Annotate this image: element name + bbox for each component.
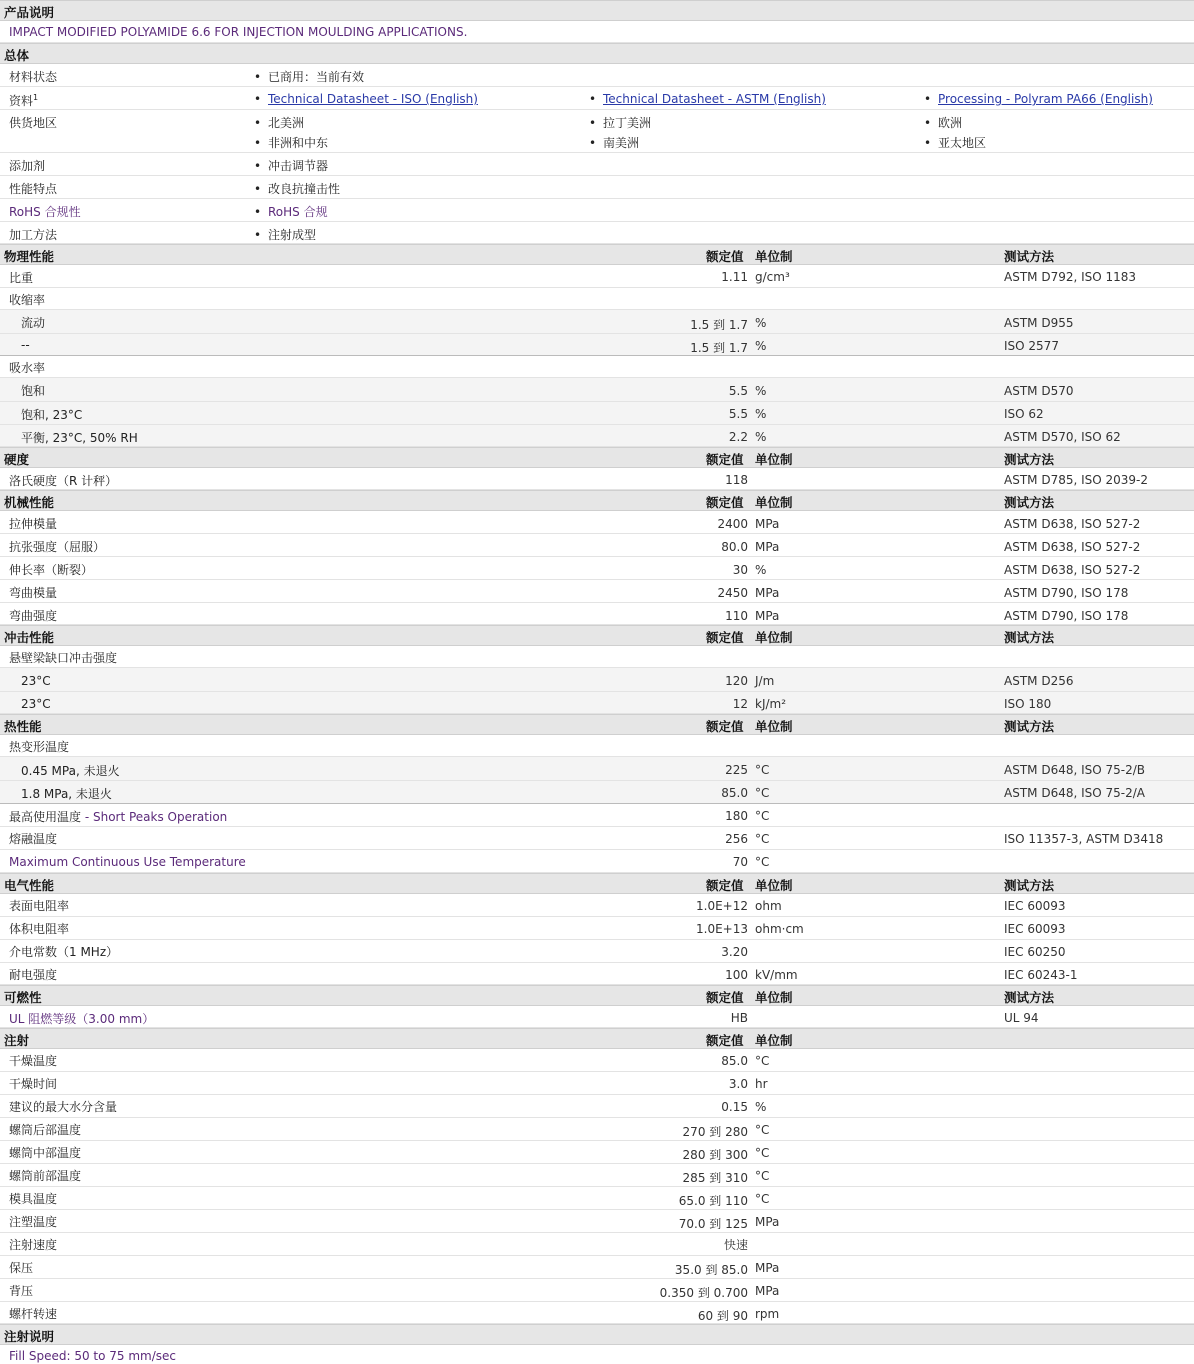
col-header-unit: 单位制 [755,495,793,510]
row-unit: % [755,407,767,421]
col-header-unit: 单位制 [755,249,793,264]
section-thermal [0,714,1194,735]
row-value: 85.0 [721,786,748,800]
row-value: 80.0 [721,540,748,554]
row-unit: °C [755,1054,770,1068]
row-value: 1.0E+13 [696,922,748,936]
row-unit: ohm [755,899,782,913]
prop-row [0,1233,1194,1256]
row-label: 干燥时间 [9,1077,58,1091]
row-label: 平衡, 23°C, 50% RH [21,431,138,445]
row-method: ASTM D792, ISO 1183 [1004,270,1137,284]
row-value: 285 到 310 [682,1171,748,1185]
row-unit: % [755,430,767,444]
row-unit: °C [755,1169,770,1183]
row-value: 0.350 到 0.700 [659,1286,748,1300]
row-label: 吸水率 [9,361,46,375]
row-label: 螺筒后部温度 [9,1123,82,1137]
row-value: 2450 [717,586,748,600]
prop-row [0,1302,1194,1324]
general-row-region [0,110,1194,153]
row-unit: MPa [755,586,780,600]
row-value: 30 [732,563,748,577]
row-unit: g/cm³ [755,270,790,284]
prop-row [0,1256,1194,1279]
prop-row [0,692,1194,714]
row-unit: kV/mm [755,968,798,982]
row-value: 1.11 [721,270,748,284]
prop-row [0,1210,1194,1233]
section-title: 电气性能 [4,878,55,893]
row-label: 饱和, 23°C [21,408,83,422]
section-title: 总体 [4,48,30,63]
row-method: ASTM D638, ISO 527-2 [1004,540,1141,554]
section-title: 冲击性能 [4,630,55,645]
doc-link-iso[interactable]: Technical Datasheet - ISO (English) [268,92,478,106]
row-label: 螺筒中部温度 [9,1146,82,1160]
row-value: 85.0 [721,1054,748,1068]
row-unit: °C [755,1146,770,1160]
row-method: ISO 62 [1004,407,1044,421]
row-label: 饱和 [21,384,46,398]
row-unit: % [755,1100,767,1114]
row-value: 1.5 到 1.7 [690,318,748,332]
section-title: 可燃性 [4,990,42,1005]
row-value: 65.0 到 110 [678,1194,748,1208]
row-method: ASTM D790, ISO 178 [1004,609,1129,623]
prop-row [0,580,1194,603]
bullet-item: • 冲击调节器 [254,159,329,173]
row-label: 流动 [21,316,46,330]
row-label: 螺筒前部温度 [9,1169,82,1183]
prop-row [0,1095,1194,1118]
row-unit: °C [755,855,770,869]
prop-row [0,1049,1194,1072]
prop-row [0,804,1194,827]
prop-row [0,940,1194,963]
row-unit: °C [755,832,770,846]
prop-row [0,265,1194,288]
col-header-method: 测试方法 [1004,452,1055,467]
row-value: 0.15 [721,1100,748,1114]
col-header-method: 测试方法 [1004,630,1055,645]
prop-row [0,425,1194,447]
prop-row [0,511,1194,534]
row-value: 12 [732,697,748,711]
bullet-item: • 改良抗撞击性 [254,182,341,196]
row-unit: MPa [755,1284,780,1298]
col-header-unit: 单位制 [755,452,793,467]
row-method: IEC 60243-1 [1004,968,1078,982]
row-label: 洛氏硬度（R 计秤） [9,474,118,488]
prop-row [0,378,1194,402]
prop-row [0,894,1194,917]
section-title: 注射 [4,1033,30,1048]
row-label: 比重 [9,271,34,285]
row-value: 225 [725,763,748,777]
row-value: 70.0 到 125 [678,1217,748,1231]
row-label: 23°C [21,674,51,688]
row-value: 快速 [723,1238,748,1252]
general-row-feature [0,176,1194,199]
row-value: 3.0 [728,1077,748,1091]
prop-row [0,334,1194,356]
row-unit: ohm·cm [755,922,804,936]
row-value: 120 [725,674,748,688]
row-label: 建议的最大水分含量 [9,1100,118,1114]
section-impact [0,625,1194,646]
doc-link-astm[interactable]: Technical Datasheet - ASTM (English) [603,92,826,106]
prop-row [0,757,1194,781]
prop-row [0,310,1194,334]
row-label: 伸长率（断裂） [9,563,94,577]
row-value: 256 [725,832,748,846]
col-header-unit: 单位制 [755,719,793,734]
row-method: ISO 2577 [1004,339,1059,353]
col-header-value: 额定值 [706,495,744,510]
row-label: 背压 [9,1284,34,1298]
row-method: ASTM D785, ISO 2039-2 [1004,473,1149,487]
section-title: 注射说明 [4,1329,55,1344]
section-injection [0,1028,1194,1049]
row-value: 118 [725,473,748,487]
row-value: 70 [732,855,748,869]
section-general [0,43,1194,64]
doc-item: • Processing - Polyram PA66 (English) [924,92,1153,106]
doc-item: • Technical Datasheet - ASTM (English) [589,92,826,106]
row-value: 35.0 到 85.0 [674,1263,748,1277]
row-unit: °C [755,763,770,777]
prop-row [0,1279,1194,1302]
row-label: RoHS 合规性 [9,205,81,219]
row-label: 体积电阻率 [9,922,70,936]
col-header-value: 额定值 [706,452,744,467]
section-product-desc [0,0,1194,21]
row-label: 模具温度 [9,1192,58,1206]
row-label: 弯曲模量 [9,586,58,600]
prop-row [0,1164,1194,1187]
bullet-item: • RoHS 合规 [254,205,328,219]
row-unit: % [755,339,767,353]
col-header-method: 测试方法 [1004,878,1055,893]
doc-item: • Technical Datasheet - ISO (English) [254,92,478,106]
row-value: 1.0E+12 [696,899,748,913]
prop-row [0,917,1194,940]
row-method: ASTM D256 [1004,674,1074,688]
col-header-unit: 单位制 [755,878,793,893]
row-label: 弯曲强度 [9,609,58,623]
section-physical [0,244,1194,265]
section-injection-notes [0,1324,1194,1345]
col-header-method: 测试方法 [1004,990,1055,1005]
row-label: 收缩率 [9,293,46,307]
general-row-rohs [0,199,1194,222]
product-desc-row [0,21,1194,43]
row-unit: °C [755,1192,770,1206]
prop-row [0,668,1194,692]
row-unit: hr [755,1077,768,1091]
prop-row [0,534,1194,557]
row-label: 0.45 MPa, 未退火 [21,764,120,778]
row-value: 280 到 300 [682,1148,748,1162]
row-label: 耐电强度 [9,968,58,982]
general-row-docs [0,87,1194,110]
row-label: 干燥温度 [9,1054,58,1068]
prop-group-row [0,288,1194,310]
row-method: IEC 60093 [1004,922,1066,936]
row-method: ASTM D955 [1004,316,1074,330]
row-value: 270 到 280 [682,1125,748,1139]
col-header-unit: 单位制 [755,630,793,645]
row-label: 最高使用温度 - Short Peaks Operation [9,810,228,824]
region-item: • 北美洲 [254,116,305,130]
prop-row [0,557,1194,580]
row-value: 60 到 90 [697,1309,748,1323]
general-row-process [0,222,1194,244]
general-row-status [0,64,1194,87]
col-header-method: 测试方法 [1004,495,1055,510]
row-label: 熔融温度 [9,832,58,846]
row-label: 1.8 MPa, 未退火 [21,787,112,801]
row-label: 注塑温度 [9,1215,58,1229]
region-item: • 拉丁美洲 [589,116,652,130]
prop-row [0,1006,1194,1028]
row-method: ISO 180 [1004,697,1052,711]
prop-row [0,1118,1194,1141]
prop-row [0,1072,1194,1095]
row-method: ASTM D648, ISO 75-2/B [1004,763,1146,777]
row-method: ASTM D570 [1004,384,1074,398]
row-label: 介电常数（1 MHz） [9,945,119,959]
row-value: 110 [725,609,748,623]
section-title: 热性能 [4,719,42,734]
row-unit: rpm [755,1307,780,1321]
section-flammability [0,985,1194,1006]
row-label: 性能特点 [9,182,58,196]
row-method: ASTM D648, ISO 75-2/A [1004,786,1145,800]
row-label: 悬壁梁缺口冲击强度 [9,651,118,665]
prop-row [0,827,1194,850]
row-unit: MPa [755,1261,780,1275]
row-label: 拉伸模量 [9,517,58,531]
section-title: 机械性能 [4,495,55,510]
region-item: • 欧洲 [924,116,963,130]
doc-link-processing[interactable]: Processing - Polyram PA66 (English) [938,92,1153,106]
row-method: ASTM D638, ISO 527-2 [1004,517,1141,531]
row-label: 资料$^1$ [9,93,39,108]
col-header-method: 测试方法 [1004,249,1055,264]
prop-row [0,402,1194,425]
row-unit: °C [755,786,770,800]
col-header-value: 额定值 [706,990,744,1005]
col-header-method: 测试方法 [1004,719,1055,734]
row-unit: kJ/m² [755,697,787,711]
row-unit: J/m [755,674,775,688]
row-label: -- [21,338,30,352]
row-value: 5.5 [728,384,748,398]
prop-row [0,603,1194,625]
row-method: UL 94 [1004,1011,1039,1025]
row-method: ASTM D638, ISO 527-2 [1004,563,1141,577]
row-method: IEC 60093 [1004,899,1066,913]
row-method: IEC 60250 [1004,945,1066,959]
section-title: 硬度 [4,452,30,467]
prop-row [0,468,1194,490]
row-label: 材料状态 [9,70,58,84]
row-value: 100 [725,968,748,982]
row-method: ASTM D570, ISO 62 [1004,430,1121,444]
row-value: 3.20 [721,945,748,959]
row-unit: MPa [755,540,780,554]
row-value: HB [730,1011,748,1025]
col-header-value: 额定值 [706,719,744,734]
row-value: 5.5 [728,407,748,421]
row-value: 180 [725,809,748,823]
row-label: 热变形温度 [9,740,70,754]
row-unit: MPa [755,609,780,623]
prop-row [0,1141,1194,1164]
row-label: 加工方法 [9,228,58,242]
injection-notes-text: Fill Speed: 50 to 75 mm/sec [9,1349,177,1363]
col-header-value: 额定值 [706,249,744,264]
bullet-item: • 已商用：当前有效 [254,70,365,84]
bullet-item: • 注射成型 [254,228,317,242]
section-title: 产品说明 [4,5,55,20]
row-label: 注射速度 [9,1238,58,1252]
row-label: Maximum Continuous Use Temperature [9,855,246,869]
col-header-unit: 单位制 [755,990,793,1005]
prop-row [0,781,1194,804]
prop-group-row [0,356,1194,378]
section-hardness [0,447,1194,468]
region-item: • 南美洲 [589,136,640,150]
product-desc-text: IMPACT MODIFIED POLYAMIDE 6.6 FOR INJECTION MOULDING APPLICATIONS. [9,25,468,39]
row-unit: % [755,384,767,398]
col-header-value: 额定值 [706,630,744,645]
prop-row [0,963,1194,985]
prop-row [0,850,1194,873]
injection-notes-row [0,1345,1194,1364]
row-unit: % [755,563,767,577]
row-label: 23°C [21,697,51,711]
row-label: 螺杆转速 [9,1307,58,1321]
row-unit: MPa [755,517,780,531]
row-value: 1.5 到 1.7 [690,341,748,355]
general-row-additive [0,153,1194,176]
prop-group-row [0,646,1194,668]
row-label: 抗张强度（屈服） [9,540,106,554]
row-value: 2.2 [728,430,748,444]
row-label: UL 阻燃等级（3.00 mm） [9,1012,155,1026]
row-unit: % [755,316,767,330]
row-unit: °C [755,1123,770,1137]
col-header-value: 额定值 [706,1033,744,1048]
row-unit: °C [755,809,770,823]
section-title: 物理性能 [4,249,55,264]
section-electrical [0,873,1194,894]
region-item: • 非洲和中东 [254,136,329,150]
row-value: 2400 [717,517,748,531]
row-label: 供货地区 [9,116,58,130]
row-method: ISO 11357-3, ASTM D3418 [1004,832,1164,846]
col-header-value: 额定值 [706,878,744,893]
row-method: ASTM D790, ISO 178 [1004,586,1129,600]
row-label: 保压 [9,1261,34,1275]
col-header-unit: 单位制 [755,1033,793,1048]
row-label: 表面电阻率 [9,899,70,913]
prop-row [0,1187,1194,1210]
row-label: 添加剂 [9,159,46,173]
row-unit: MPa [755,1215,780,1229]
region-item: • 亚太地区 [924,136,987,150]
section-mechanical [0,490,1194,511]
prop-group-row [0,735,1194,757]
